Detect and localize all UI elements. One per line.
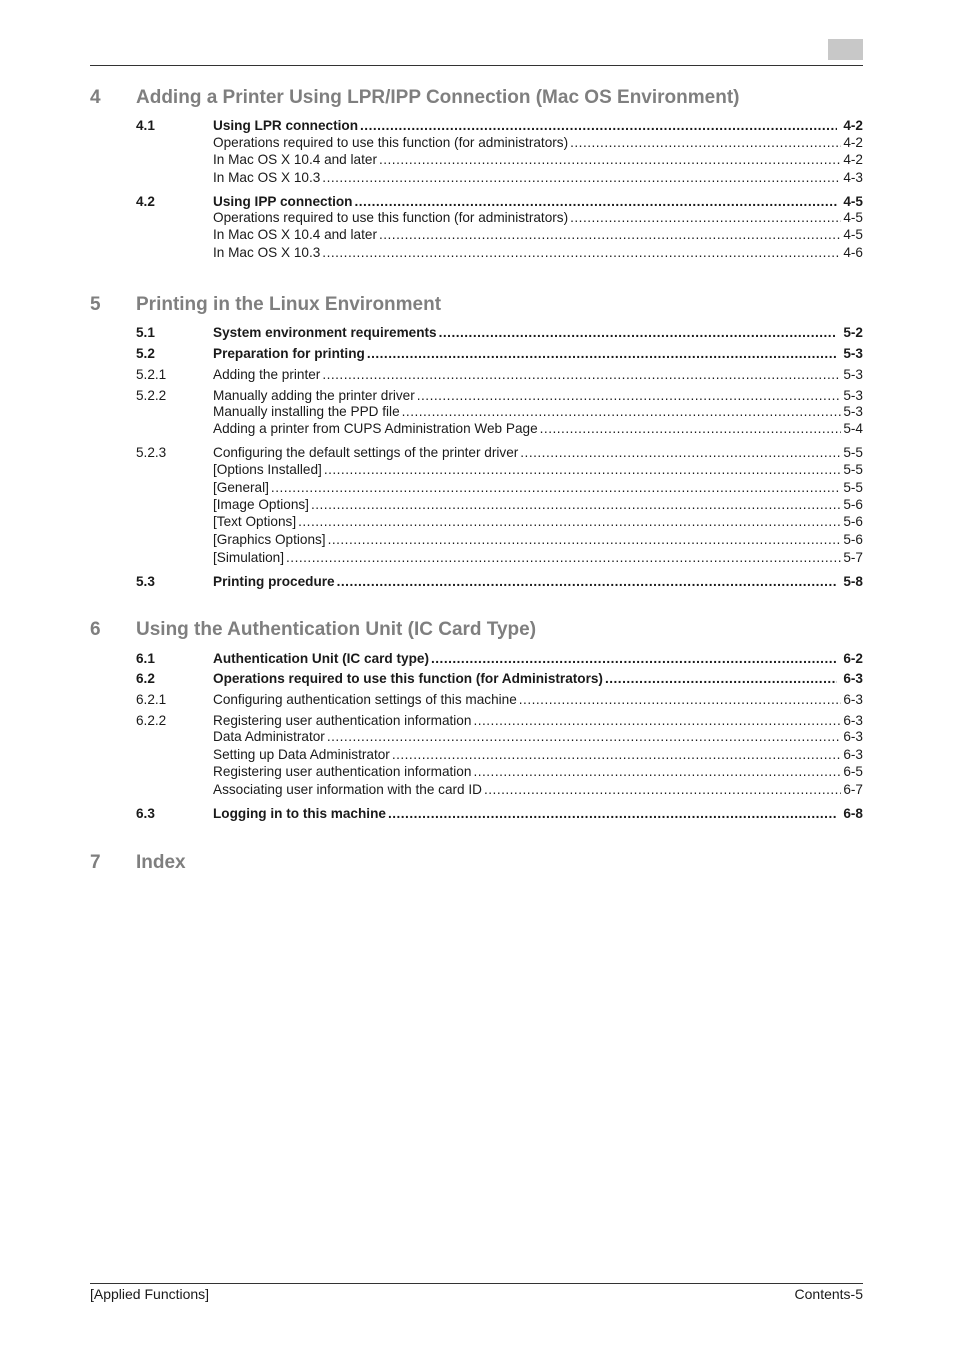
entry-line	[213, 479, 863, 496]
entry-page-number: 6-3	[843, 692, 863, 707]
entry-number: 5.1	[136, 325, 155, 340]
toc-subsection-entry[interactable]	[136, 420, 863, 437]
chapter-heading[interactable]	[90, 294, 863, 316]
dot-leader	[360, 117, 837, 134]
entry-number: 6.2.2	[136, 713, 167, 728]
toc-subsection-entry[interactable]	[136, 151, 863, 168]
entry-line	[213, 781, 863, 798]
entry-title: Registering user authentication information	[213, 764, 472, 779]
entry-page-number: 5-3	[843, 404, 863, 419]
toc-subsection-entry[interactable]	[136, 763, 863, 780]
entry-line	[213, 461, 863, 478]
entry-line	[213, 728, 863, 745]
entry-number: 5.2.3	[136, 445, 167, 460]
entry-page-number: 6-3	[843, 671, 863, 686]
entry-page-number: 4-5	[843, 210, 863, 225]
chapter-heading[interactable]	[90, 87, 863, 109]
entry-title: [General]	[213, 480, 269, 495]
toc-section-entry[interactable]	[136, 805, 863, 822]
entry-page-number: 6-3	[843, 747, 863, 762]
footer-rule	[90, 1283, 863, 1284]
entry-line	[213, 531, 863, 548]
entry-page-number: 5-6	[843, 532, 863, 547]
dot-leader	[354, 193, 837, 210]
entry-title: In Mac OS X 10.4 and later	[213, 152, 377, 167]
entry-title: Logging in to this machine	[213, 806, 386, 821]
toc-subsection-entry[interactable]	[136, 496, 863, 513]
toc-subsection-entry[interactable]	[136, 444, 863, 461]
entry-title: Data Administrator	[213, 729, 325, 744]
entry-title: Adding the printer	[213, 367, 321, 382]
entry-title: In Mac OS X 10.4 and later	[213, 227, 377, 242]
entry-page-number: 4-6	[843, 245, 863, 260]
dot-leader	[328, 531, 842, 548]
toc-subsection-entry[interactable]	[136, 403, 863, 420]
entry-title: [Image Options]	[213, 497, 309, 512]
chapter-title: Index	[136, 852, 186, 873]
dot-leader	[298, 513, 841, 530]
entry-line	[213, 650, 863, 667]
chapter-number: 5	[90, 294, 101, 315]
toc-subsection-entry[interactable]	[136, 387, 863, 404]
footer-page-number: Contents-5	[794, 1286, 863, 1302]
dot-leader	[473, 763, 841, 780]
entry-line	[213, 366, 863, 383]
entry-line	[213, 513, 863, 530]
dot-leader	[520, 444, 841, 461]
entry-line	[213, 244, 863, 261]
toc-subsection-entry[interactable]	[136, 781, 863, 798]
entry-line	[213, 151, 863, 168]
entry-page-number: 6-5	[843, 764, 863, 779]
toc-subsection-entry[interactable]	[136, 226, 863, 243]
toc-subsection-entry[interactable]	[136, 513, 863, 530]
toc-subsection-entry[interactable]	[136, 746, 863, 763]
entry-line	[213, 117, 863, 134]
dot-leader	[322, 366, 841, 383]
toc-section-entry[interactable]	[136, 193, 863, 210]
entry-title: Using LPR connection	[213, 118, 359, 133]
entry-title: Operations required to use this function (for administrators)	[213, 135, 569, 150]
chapter-heading[interactable]	[90, 852, 863, 874]
entry-line	[213, 226, 863, 243]
entry-page-number: 5-8	[843, 574, 863, 589]
entry-page-number: 6-3	[843, 713, 863, 728]
entry-line	[213, 746, 863, 763]
dot-leader	[392, 746, 842, 763]
dot-leader	[337, 573, 838, 590]
dot-leader	[484, 781, 841, 798]
entry-line	[213, 324, 863, 341]
entry-page-number: 4-5	[843, 194, 863, 209]
toc-subsection-entry[interactable]	[136, 712, 863, 729]
entry-number: 5.2.2	[136, 388, 167, 403]
entry-page-number: 6-7	[843, 782, 863, 797]
entry-number: 4.1	[136, 118, 155, 133]
entry-page-number: 5-6	[843, 514, 863, 529]
toc-subsection-entry[interactable]	[136, 134, 863, 151]
entry-title: Preparation for printing	[213, 346, 365, 361]
entry-page-number: 4-3	[843, 170, 863, 185]
entry-number: 6.2.1	[136, 692, 167, 707]
entry-page-number: 4-2	[843, 152, 863, 167]
dot-leader	[570, 134, 841, 151]
dot-leader	[605, 670, 837, 687]
dot-leader	[417, 387, 842, 404]
entry-title: In Mac OS X 10.3	[213, 245, 321, 260]
dot-leader	[379, 151, 841, 168]
entry-title: [Options Installed]	[213, 462, 322, 477]
dot-leader	[324, 461, 842, 478]
entry-title: Using IPP connection	[213, 194, 353, 209]
entry-title: [Graphics Options]	[213, 532, 326, 547]
entry-number: 4.2	[136, 194, 155, 209]
entry-line	[213, 670, 863, 687]
toc-section-entry[interactable]	[136, 324, 863, 341]
entry-page-number: 5-5	[843, 462, 863, 477]
toc-subsection-entry[interactable]	[136, 169, 863, 186]
entry-page-number: 5-3	[843, 367, 863, 382]
dot-leader	[402, 403, 842, 420]
entry-title: [Text Options]	[213, 514, 297, 529]
toc-subsection-entry[interactable]	[136, 479, 863, 496]
chapter-title: Adding a Printer Using LPR/IPP Connection (Mac OS Environment)	[136, 87, 740, 108]
entry-number: 6.3	[136, 806, 155, 821]
toc-subsection-entry[interactable]	[136, 531, 863, 548]
dot-leader	[322, 244, 841, 261]
dot-leader	[519, 691, 842, 708]
toc-section-entry[interactable]	[136, 117, 863, 134]
header-rule	[90, 65, 863, 66]
dot-leader	[439, 324, 838, 341]
entry-page-number: 5-5	[843, 480, 863, 495]
entry-line	[213, 763, 863, 780]
entry-title: Configuring the default settings of the printer driver	[213, 445, 519, 460]
entry-title: Operations required to use this function (for administrators)	[213, 210, 569, 225]
entry-title: In Mac OS X 10.3	[213, 170, 321, 185]
entry-page-number: 5-5	[843, 445, 863, 460]
chapter-number: 6	[90, 619, 101, 640]
dot-leader	[473, 712, 841, 729]
entry-number: 6.1	[136, 651, 155, 666]
entry-title: Associating user information with the card ID	[213, 782, 482, 797]
entry-number: 5.3	[136, 574, 155, 589]
dot-leader	[322, 169, 841, 186]
header-tab-marker	[828, 39, 863, 60]
entry-line	[213, 573, 863, 590]
toc-subsection-entry[interactable]	[136, 244, 863, 261]
toc-subsection-entry[interactable]	[136, 549, 863, 566]
entry-page-number: 6-8	[843, 806, 863, 821]
entry-title: System environment requirements	[213, 325, 437, 340]
toc-subsection-entry[interactable]	[136, 461, 863, 478]
entry-page-number: 4-2	[843, 135, 863, 150]
entry-line	[213, 169, 863, 186]
entry-line	[213, 193, 863, 210]
entry-line	[213, 403, 863, 420]
dot-leader	[570, 209, 841, 226]
toc-subsection-entry[interactable]	[136, 366, 863, 383]
entry-title: Registering user authentication information	[213, 713, 472, 728]
entry-page-number: 5-3	[843, 388, 863, 403]
entry-number: 6.2	[136, 671, 155, 686]
dot-leader	[388, 805, 837, 822]
entry-line	[213, 420, 863, 437]
entry-title: Configuring authentication settings of this machine	[213, 692, 517, 707]
toc-section-entry[interactable]	[136, 345, 863, 362]
entry-line	[213, 712, 863, 729]
entry-line	[213, 387, 863, 404]
chapter-title: Printing in the Linux Environment	[136, 294, 442, 315]
entry-line	[213, 209, 863, 226]
entry-page-number: 5-3	[843, 346, 863, 361]
entry-line	[213, 691, 863, 708]
chapter-title: Using the Authentication Unit (IC Card Type)	[136, 619, 537, 640]
entry-number: 5.2	[136, 346, 155, 361]
entry-line	[213, 805, 863, 822]
chapter-number: 4	[90, 87, 101, 108]
entry-page-number: 4-5	[843, 227, 863, 242]
entry-page-number: 4-2	[843, 118, 863, 133]
toc-subsection-entry[interactable]	[136, 691, 863, 708]
dot-leader	[286, 549, 841, 566]
entry-title: Manually installing the PPD file	[213, 404, 400, 419]
entry-number: 5.2.1	[136, 367, 167, 382]
dot-leader	[379, 226, 841, 243]
dot-leader	[271, 479, 841, 496]
footer-manual-title: [Applied Functions]	[90, 1286, 210, 1302]
toc-subsection-entry[interactable]	[136, 209, 863, 226]
entry-title: Printing procedure	[213, 574, 335, 589]
entry-title: Operations required to use this function (for Administrators)	[213, 671, 603, 686]
dot-leader	[327, 728, 842, 745]
chapter-heading[interactable]	[90, 619, 863, 641]
toc-section-entry[interactable]	[136, 670, 863, 687]
chapter-number: 7	[90, 852, 101, 873]
dot-leader	[431, 650, 837, 667]
entry-page-number: 5-2	[843, 325, 863, 340]
entry-title: Authentication Unit (IC card type)	[213, 651, 429, 666]
toc-section-entry[interactable]	[136, 573, 863, 590]
toc-subsection-entry[interactable]	[136, 728, 863, 745]
entry-page-number: 6-3	[843, 729, 863, 744]
entry-line	[213, 134, 863, 151]
entry-title: Adding a printer from CUPS Administration Web Page	[213, 421, 538, 436]
entry-line	[213, 549, 863, 566]
entry-page-number: 6-2	[843, 651, 863, 666]
entry-line	[213, 496, 863, 513]
entry-title: Manually adding the printer driver	[213, 388, 415, 403]
entry-page-number: 5-4	[843, 421, 863, 436]
entry-page-number: 5-7	[843, 550, 863, 565]
entry-title: Setting up Data Administrator	[213, 747, 390, 762]
dot-leader	[540, 420, 842, 437]
entry-line	[213, 345, 863, 362]
dot-leader	[367, 345, 838, 362]
dot-leader	[311, 496, 841, 513]
entry-page-number: 5-6	[843, 497, 863, 512]
toc-section-entry[interactable]	[136, 650, 863, 667]
entry-line	[213, 444, 863, 461]
entry-title: [Simulation]	[213, 550, 285, 565]
